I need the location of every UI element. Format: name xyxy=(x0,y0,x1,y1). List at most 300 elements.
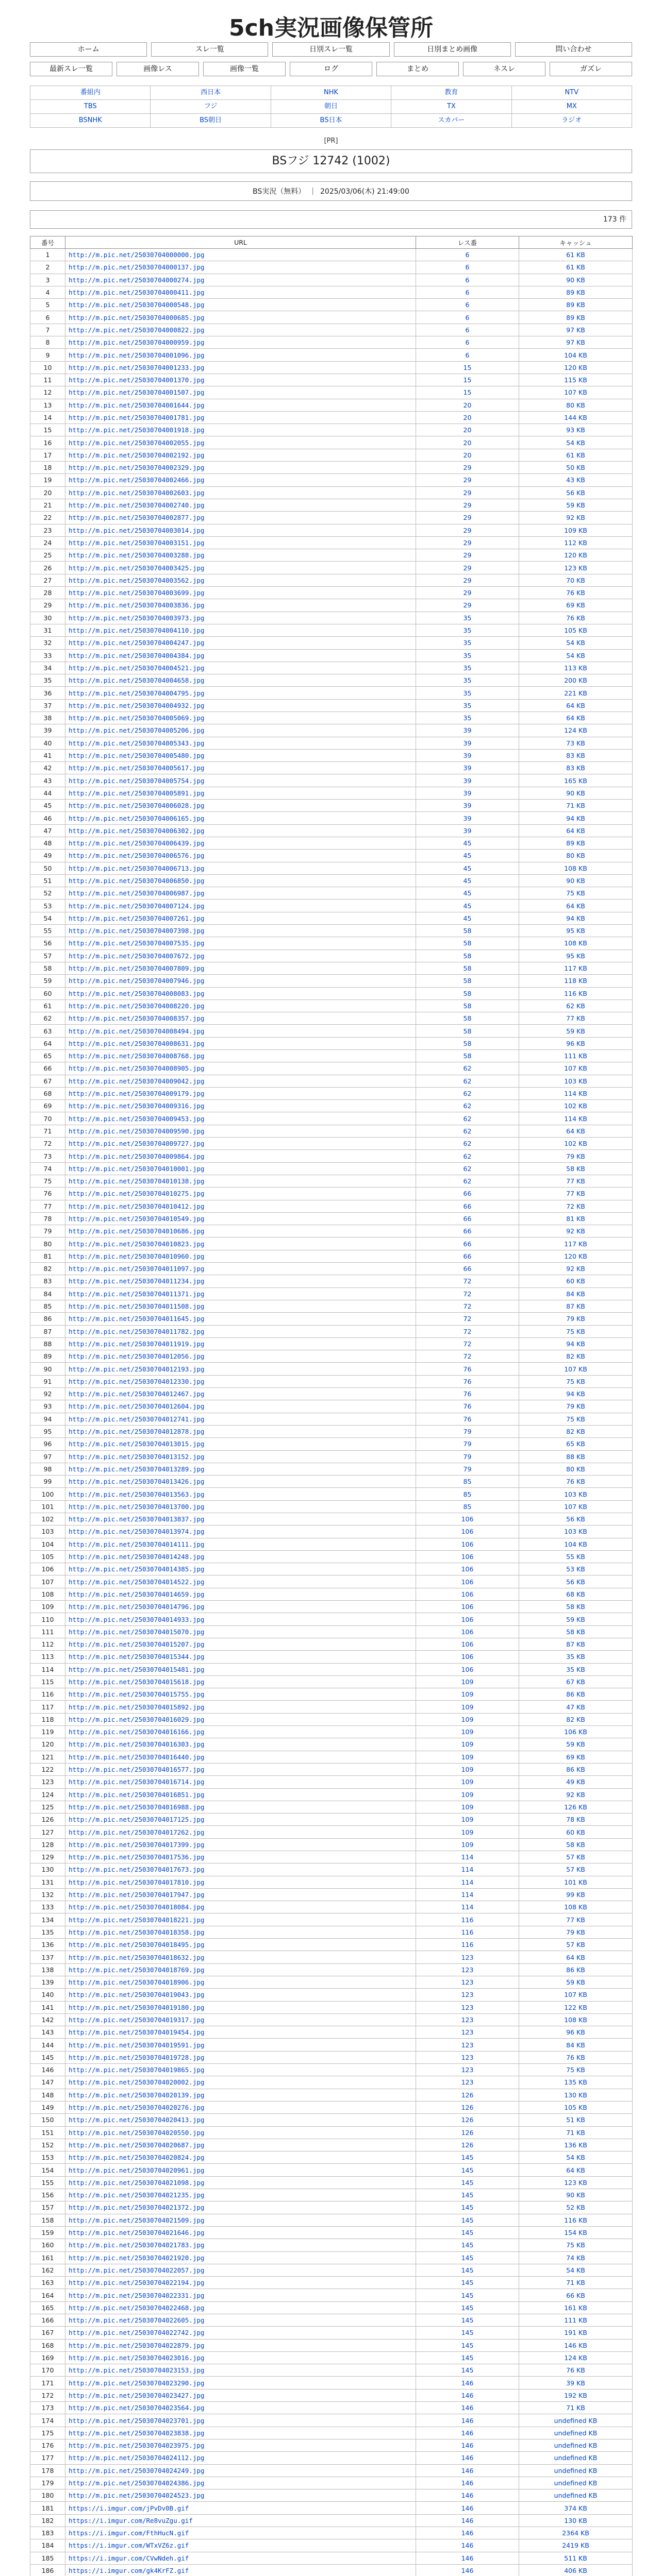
res-number[interactable]: 20 xyxy=(416,424,519,436)
image-link[interactable]: http://m.pic.net/25030704007946.jpg xyxy=(69,977,205,985)
cache-link[interactable]: 136 KB xyxy=(564,2141,587,2149)
res-number[interactable]: 123 xyxy=(416,2026,519,2039)
cache-link[interactable]: 47 KB xyxy=(566,1703,585,1711)
image-link[interactable]: https://i.imgur.com/WTxVZ6z.gif xyxy=(69,2541,189,2550)
res-number[interactable]: 146 xyxy=(416,2402,519,2414)
image-link[interactable]: http://m.pic.net/25030704016166.jpg xyxy=(69,1728,205,1736)
image-link[interactable]: http://m.pic.net/25030704009316.jpg xyxy=(69,1102,205,1110)
cache-link[interactable]: 80 KB xyxy=(566,401,585,409)
image-link[interactable]: http://m.pic.net/25030704000274.jpg xyxy=(69,276,205,284)
res-number[interactable]: 6 xyxy=(416,311,519,324)
image-link[interactable]: http://m.pic.net/25030704021646.jpg xyxy=(69,2229,205,2237)
res-number[interactable]: 145 xyxy=(416,2264,519,2276)
cache-link[interactable]: 374 KB xyxy=(564,2504,587,2512)
res-number[interactable]: 145 xyxy=(416,2251,519,2264)
image-link[interactable]: http://m.pic.net/25030704018358.jpg xyxy=(69,1928,205,1936)
cache-link[interactable]: 108 KB xyxy=(564,939,587,947)
cache-link[interactable]: 79 KB xyxy=(566,1402,585,1411)
res-number[interactable]: 109 xyxy=(416,1713,519,1725)
cache-link[interactable]: 130 KB xyxy=(564,2516,587,2524)
cache-link[interactable]: 56 KB xyxy=(566,488,585,497)
image-link[interactable]: http://m.pic.net/25030704011234.jpg xyxy=(69,1277,205,1285)
res-number[interactable]: 145 xyxy=(416,2164,519,2176)
image-link[interactable]: http://m.pic.net/25030704001644.jpg xyxy=(69,401,205,409)
image-link[interactable]: http://m.pic.net/25030704024249.jpg xyxy=(69,2466,205,2475)
res-number[interactable]: 109 xyxy=(416,1814,519,1826)
category-link[interactable]: 朝日 xyxy=(271,100,391,114)
cache-link[interactable]: 87 KB xyxy=(566,1640,585,1649)
category-link[interactable]: スカパー xyxy=(391,114,511,128)
res-number[interactable]: 62 xyxy=(416,1125,519,1137)
image-link[interactable]: http://m.pic.net/25030704007398.jpg xyxy=(69,927,205,935)
cache-link[interactable]: 61 KB xyxy=(566,251,585,259)
category-link[interactable]: フジ xyxy=(151,100,271,114)
category-link[interactable]: BSNHK xyxy=(30,114,151,128)
category-link[interactable]: BS日本 xyxy=(271,114,391,128)
sub-nav-link[interactable]: ログ xyxy=(290,62,372,76)
res-number[interactable]: 58 xyxy=(416,937,519,950)
image-link[interactable]: http://m.pic.net/25030704022194.jpg xyxy=(69,2279,205,2287)
image-link[interactable]: http://m.pic.net/25030704015618.jpg xyxy=(69,1677,205,1686)
res-number[interactable]: 106 xyxy=(416,1513,519,1525)
res-number[interactable]: 145 xyxy=(416,2214,519,2226)
image-link[interactable]: http://m.pic.net/25030704005891.jpg xyxy=(69,789,205,797)
cache-link[interactable]: 106 KB xyxy=(564,1728,587,1736)
image-link[interactable]: http://m.pic.net/25030704003151.jpg xyxy=(69,538,205,547)
res-number[interactable]: 6 xyxy=(416,286,519,298)
sub-nav-link[interactable]: ガズレ xyxy=(550,62,632,76)
cache-link[interactable]: 56 KB xyxy=(566,1515,585,1523)
res-number[interactable]: 79 xyxy=(416,1438,519,1450)
cache-link[interactable]: 88 KB xyxy=(566,1452,585,1461)
image-link[interactable]: http://m.pic.net/25030704016440.jpg xyxy=(69,1753,205,1761)
image-link[interactable]: http://m.pic.net/25030704023975.jpg xyxy=(69,2442,205,2450)
image-link[interactable]: http://m.pic.net/25030704001781.jpg xyxy=(69,414,205,421)
image-link[interactable]: http://m.pic.net/25030704011371.jpg xyxy=(69,1290,205,1298)
res-number[interactable]: 146 xyxy=(416,2377,519,2389)
res-number[interactable]: 6 xyxy=(416,349,519,361)
image-link[interactable]: http://m.pic.net/25030704021920.jpg xyxy=(69,2253,205,2262)
cache-link[interactable]: 94 KB xyxy=(566,814,585,822)
res-number[interactable]: 146 xyxy=(416,2452,519,2464)
cache-link[interactable]: 77 KB xyxy=(566,1916,585,1924)
res-number[interactable]: 29 xyxy=(416,562,519,574)
res-number[interactable]: 123 xyxy=(416,1963,519,1976)
image-link[interactable]: http://m.pic.net/25030704002055.jpg xyxy=(69,438,205,447)
res-number[interactable]: 15 xyxy=(416,386,519,399)
image-link[interactable]: http://m.pic.net/25030704023016.jpg xyxy=(69,2354,205,2362)
res-number[interactable]: 145 xyxy=(416,2327,519,2339)
image-link[interactable]: http://m.pic.net/25030704013700.jpg xyxy=(69,1502,205,1511)
image-link[interactable]: http://m.pic.net/25030704013563.jpg xyxy=(69,1490,205,1498)
res-number[interactable]: 123 xyxy=(416,2076,519,2089)
cache-link[interactable]: 102 KB xyxy=(564,1102,587,1110)
res-number[interactable]: 106 xyxy=(416,1613,519,1625)
res-number[interactable]: 62 xyxy=(416,1087,519,1099)
sub-nav-link[interactable]: 最新スレ一覧 xyxy=(30,62,112,76)
res-number[interactable]: 58 xyxy=(416,999,519,1012)
res-number[interactable]: 39 xyxy=(416,762,519,774)
image-link[interactable]: http://m.pic.net/25030704023427.jpg xyxy=(69,2391,205,2399)
cache-link[interactable]: 81 KB xyxy=(566,1215,585,1223)
res-number[interactable]: 145 xyxy=(416,2201,519,2214)
res-number[interactable]: 66 xyxy=(416,1263,519,1275)
image-link[interactable]: http://m.pic.net/25030704001918.jpg xyxy=(69,426,205,434)
res-number[interactable]: 145 xyxy=(416,2289,519,2301)
cache-link[interactable]: undefined KB xyxy=(554,2466,598,2475)
res-number[interactable]: 72 xyxy=(416,1275,519,1287)
cache-link[interactable]: 66 KB xyxy=(566,2291,585,2299)
cache-link[interactable]: 53 KB xyxy=(566,1565,585,1573)
cache-link[interactable]: 83 KB xyxy=(566,764,585,772)
res-number[interactable]: 20 xyxy=(416,411,519,423)
res-number[interactable]: 106 xyxy=(416,1575,519,1588)
res-number[interactable]: 58 xyxy=(416,1025,519,1037)
image-link[interactable]: http://m.pic.net/25030704009864.jpg xyxy=(69,1152,205,1160)
top-nav-link[interactable]: ホーム xyxy=(30,42,147,57)
cache-link[interactable]: 56 KB xyxy=(566,1578,585,1586)
image-link[interactable]: http://m.pic.net/25030704002877.jpg xyxy=(69,514,205,522)
res-number[interactable]: 146 xyxy=(416,2564,519,2576)
image-link[interactable]: http://m.pic.net/25030704023153.jpg xyxy=(69,2366,205,2375)
res-number[interactable]: 35 xyxy=(416,649,519,662)
cache-link[interactable]: 68 KB xyxy=(566,1590,585,1598)
res-number[interactable]: 106 xyxy=(416,1563,519,1575)
cache-link[interactable]: 65 KB xyxy=(566,1440,585,1448)
image-link[interactable]: http://m.pic.net/25030704016988.jpg xyxy=(69,1803,205,1811)
cache-link[interactable]: 89 KB xyxy=(566,301,585,309)
image-link[interactable]: http://m.pic.net/25030704021783.jpg xyxy=(69,2241,205,2249)
image-link[interactable]: http://m.pic.net/25030704020413.jpg xyxy=(69,2116,205,2124)
res-number[interactable]: 66 xyxy=(416,1250,519,1262)
cache-link[interactable]: 52 KB xyxy=(566,2204,585,2212)
image-link[interactable]: http://m.pic.net/25030704004110.jpg xyxy=(69,626,205,635)
image-link[interactable]: http://m.pic.net/25030704014659.jpg xyxy=(69,1590,205,1598)
image-link[interactable]: http://m.pic.net/25030704020824.jpg xyxy=(69,2154,205,2162)
image-link[interactable]: http://m.pic.net/25030704023701.jpg xyxy=(69,2416,205,2425)
res-number[interactable]: 58 xyxy=(416,962,519,974)
cache-link[interactable]: 59 KB xyxy=(566,1615,585,1623)
cache-link[interactable]: 96 KB xyxy=(566,1039,585,1047)
image-link[interactable]: http://m.pic.net/25030704015481.jpg xyxy=(69,1665,205,1673)
cache-link[interactable]: 104 KB xyxy=(564,1540,587,1548)
image-link[interactable]: http://m.pic.net/25030704008768.jpg xyxy=(69,1052,205,1060)
cache-link[interactable]: 191 KB xyxy=(564,2329,587,2337)
image-link[interactable]: http://m.pic.net/25030704020002.jpg xyxy=(69,2078,205,2087)
sub-nav-link[interactable]: 画像一覧 xyxy=(203,62,286,76)
image-link[interactable]: http://m.pic.net/25030704000822.jpg xyxy=(69,326,205,334)
res-number[interactable]: 6 xyxy=(416,274,519,286)
image-link[interactable]: http://m.pic.net/25030704009179.jpg xyxy=(69,1090,205,1098)
image-link[interactable]: http://m.pic.net/25030704011782.jpg xyxy=(69,1327,205,1335)
image-link[interactable]: http://m.pic.net/25030704006439.jpg xyxy=(69,839,205,848)
image-link[interactable]: http://m.pic.net/25030704004932.jpg xyxy=(69,701,205,709)
cache-link[interactable]: 90 KB xyxy=(566,789,585,797)
cache-link[interactable]: 123 KB xyxy=(564,2178,587,2187)
top-nav-link[interactable]: 日別スレ一覧 xyxy=(272,42,389,57)
image-link[interactable]: http://m.pic.net/25030704016851.jpg xyxy=(69,1790,205,1799)
image-link[interactable]: http://m.pic.net/25030704010138.jpg xyxy=(69,1177,205,1185)
image-link[interactable]: http://m.pic.net/25030704009453.jpg xyxy=(69,1114,205,1123)
cache-link[interactable]: 79 KB xyxy=(566,1928,585,1936)
top-nav-link[interactable]: 日別まとめ画像 xyxy=(394,42,511,57)
res-number[interactable]: 6 xyxy=(416,261,519,274)
res-number[interactable]: 45 xyxy=(416,912,519,924)
image-link[interactable]: http://m.pic.net/25030704024112.jpg xyxy=(69,2454,205,2462)
cache-link[interactable]: 71 KB xyxy=(566,2279,585,2287)
res-number[interactable]: 35 xyxy=(416,674,519,687)
res-number[interactable]: 106 xyxy=(416,1663,519,1675)
cache-link[interactable]: 64 KB xyxy=(566,902,585,910)
cache-link[interactable]: undefined KB xyxy=(554,2492,598,2500)
image-link[interactable]: http://m.pic.net/25030704004247.jpg xyxy=(69,639,205,647)
image-link[interactable]: http://m.pic.net/25030704008083.jpg xyxy=(69,989,205,997)
image-link[interactable]: http://m.pic.net/25030704004658.jpg xyxy=(69,676,205,685)
image-link[interactable]: http://m.pic.net/25030704001507.jpg xyxy=(69,388,205,397)
res-number[interactable]: 106 xyxy=(416,1651,519,1663)
top-nav-link[interactable]: 問い合わせ xyxy=(515,42,632,57)
res-number[interactable]: 29 xyxy=(416,549,519,562)
cache-link[interactable]: 72 KB xyxy=(566,1202,585,1210)
image-link[interactable]: http://m.pic.net/25030704021235.jpg xyxy=(69,2191,205,2199)
res-number[interactable]: 76 xyxy=(416,1388,519,1400)
cache-link[interactable]: 71 KB xyxy=(566,2128,585,2137)
sub-nav-link[interactable]: 画像レス xyxy=(117,62,199,76)
cache-link[interactable]: 406 KB xyxy=(564,2567,587,2575)
image-link[interactable]: http://m.pic.net/25030704000548.jpg xyxy=(69,301,205,309)
cache-link[interactable]: 90 KB xyxy=(566,276,585,284)
image-link[interactable]: http://m.pic.net/25030704021509.jpg xyxy=(69,2216,205,2224)
res-number[interactable]: 126 xyxy=(416,2089,519,2101)
image-link[interactable]: http://m.pic.net/25030704020139.jpg xyxy=(69,2091,205,2099)
cache-link[interactable]: 107 KB xyxy=(564,1991,587,1999)
res-number[interactable]: 145 xyxy=(416,2189,519,2201)
cache-link[interactable]: 51 KB xyxy=(566,2116,585,2124)
res-number[interactable]: 45 xyxy=(416,887,519,900)
image-link[interactable]: http://m.pic.net/25030704014522.jpg xyxy=(69,1578,205,1586)
category-link[interactable]: MX xyxy=(512,100,632,114)
res-number[interactable]: 146 xyxy=(416,2389,519,2401)
image-link[interactable]: http://m.pic.net/25030704018632.jpg xyxy=(69,1953,205,1961)
image-link[interactable]: http://m.pic.net/25030704006713.jpg xyxy=(69,864,205,872)
res-number[interactable]: 39 xyxy=(416,749,519,761)
cache-link[interactable]: 94 KB xyxy=(566,1390,585,1398)
cache-link[interactable]: 77 KB xyxy=(566,1177,585,1185)
res-number[interactable]: 6 xyxy=(416,299,519,311)
cache-link[interactable]: 92 KB xyxy=(566,1265,585,1273)
cache-link[interactable]: 71 KB xyxy=(566,2404,585,2412)
res-number[interactable]: 116 xyxy=(416,1913,519,1926)
image-link[interactable]: http://m.pic.net/25030704010412.jpg xyxy=(69,1202,205,1210)
image-link[interactable]: http://m.pic.net/25030704016577.jpg xyxy=(69,1766,205,1774)
cache-link[interactable]: 64 KB xyxy=(566,701,585,709)
image-link[interactable]: http://m.pic.net/25030704005754.jpg xyxy=(69,776,205,785)
res-number[interactable]: 123 xyxy=(416,2064,519,2076)
site-title[interactable]: 5ch実況画像保管所 xyxy=(228,15,434,41)
category-link[interactable]: TX xyxy=(391,100,511,114)
cache-link[interactable]: 111 KB xyxy=(564,2316,587,2325)
cache-link[interactable]: 54 KB xyxy=(566,639,585,647)
cache-link[interactable]: 60 KB xyxy=(566,1828,585,1836)
image-link[interactable]: http://m.pic.net/25030704001233.jpg xyxy=(69,363,205,371)
res-number[interactable]: 109 xyxy=(416,1763,519,1775)
res-number[interactable]: 58 xyxy=(416,1012,519,1025)
cache-link[interactable]: 54 KB xyxy=(566,651,585,659)
image-link[interactable]: http://m.pic.net/25030704000000.jpg xyxy=(69,251,205,259)
cache-link[interactable]: 39 KB xyxy=(566,2379,585,2387)
res-number[interactable]: 146 xyxy=(416,2539,519,2552)
cache-link[interactable]: 2419 KB xyxy=(562,2541,589,2550)
image-link[interactable]: http://m.pic.net/25030704014796.jpg xyxy=(69,1603,205,1611)
image-link[interactable]: https://i.imgur.com/CVwNdeh.gif xyxy=(69,2554,189,2562)
res-number[interactable]: 45 xyxy=(416,900,519,912)
image-link[interactable]: http://m.pic.net/25030704010001.jpg xyxy=(69,1164,205,1173)
image-link[interactable]: http://m.pic.net/25030704002466.jpg xyxy=(69,476,205,484)
image-link[interactable]: http://m.pic.net/25030704013289.jpg xyxy=(69,1465,205,1473)
cache-link[interactable]: 77 KB xyxy=(566,1190,585,1198)
cache-link[interactable]: 49 KB xyxy=(566,1778,585,1786)
image-link[interactable]: http://m.pic.net/25030704016029.jpg xyxy=(69,1715,205,1723)
cache-link[interactable]: 108 KB xyxy=(564,2016,587,2024)
res-number[interactable]: 146 xyxy=(416,2427,519,2439)
res-number[interactable]: 126 xyxy=(416,2114,519,2126)
cache-link[interactable]: 57 KB xyxy=(566,1941,585,1949)
image-link[interactable]: http://m.pic.net/25030704023838.jpg xyxy=(69,2429,205,2437)
res-number[interactable]: 146 xyxy=(416,2477,519,2489)
image-link[interactable]: http://m.pic.net/25030704003288.jpg xyxy=(69,551,205,560)
res-number[interactable]: 145 xyxy=(416,2277,519,2289)
cache-link[interactable]: 69 KB xyxy=(566,1753,585,1761)
cache-link[interactable]: 84 KB xyxy=(566,2041,585,2049)
image-link[interactable]: http://m.pic.net/25030704006850.jpg xyxy=(69,876,205,885)
image-link[interactable]: http://m.pic.net/25030704012193.jpg xyxy=(69,1365,205,1373)
cache-link[interactable]: 58 KB xyxy=(566,1840,585,1849)
image-link[interactable]: http://m.pic.net/25030704013974.jpg xyxy=(69,1528,205,1536)
cache-link[interactable]: 154 KB xyxy=(564,2229,587,2237)
cache-link[interactable]: 75 KB xyxy=(566,1377,585,1385)
image-link[interactable]: http://m.pic.net/25030704002192.jpg xyxy=(69,451,205,459)
cache-link[interactable]: 114 KB xyxy=(564,1114,587,1123)
res-number[interactable]: 20 xyxy=(416,449,519,461)
res-number[interactable]: 15 xyxy=(416,374,519,386)
image-link[interactable]: http://m.pic.net/25030704005480.jpg xyxy=(69,752,205,760)
cache-link[interactable]: 64 KB xyxy=(566,826,585,835)
image-link[interactable]: http://m.pic.net/25030704007809.jpg xyxy=(69,964,205,973)
cache-link[interactable]: 104 KB xyxy=(564,351,587,359)
res-number[interactable]: 62 xyxy=(416,1075,519,1087)
res-number[interactable]: 35 xyxy=(416,687,519,699)
res-number[interactable]: 76 xyxy=(416,1375,519,1387)
res-number[interactable]: 85 xyxy=(416,1476,519,1488)
cache-link[interactable]: 105 KB xyxy=(564,2104,587,2112)
cache-link[interactable]: 70 KB xyxy=(566,576,585,584)
res-number[interactable]: 76 xyxy=(416,1400,519,1413)
res-number[interactable]: 66 xyxy=(416,1212,519,1225)
res-number[interactable]: 76 xyxy=(416,1363,519,1375)
res-number[interactable]: 123 xyxy=(416,2013,519,2026)
cache-link[interactable]: 76 KB xyxy=(566,614,585,622)
image-link[interactable]: http://m.pic.net/25030704003699.jpg xyxy=(69,589,205,597)
res-number[interactable]: 45 xyxy=(416,850,519,862)
res-number[interactable]: 58 xyxy=(416,925,519,937)
image-link[interactable]: http://m.pic.net/25030704020687.jpg xyxy=(69,2141,205,2149)
res-number[interactable]: 109 xyxy=(416,1801,519,1813)
res-number[interactable]: 72 xyxy=(416,1350,519,1363)
image-link[interactable]: http://m.pic.net/25030704007672.jpg xyxy=(69,952,205,960)
cache-link[interactable]: 75 KB xyxy=(566,1327,585,1335)
cache-link[interactable]: 73 KB xyxy=(566,739,585,747)
cache-link[interactable]: 84 KB xyxy=(566,1290,585,1298)
cache-link[interactable]: 124 KB xyxy=(564,726,587,735)
cache-link[interactable]: 112 KB xyxy=(564,538,587,547)
res-number[interactable]: 29 xyxy=(416,524,519,536)
res-number[interactable]: 114 xyxy=(416,1863,519,1876)
cache-link[interactable]: 118 KB xyxy=(564,977,587,985)
cache-link[interactable]: 89 KB xyxy=(566,289,585,297)
image-link[interactable]: http://m.pic.net/25030704005069.jpg xyxy=(69,714,205,722)
cache-link[interactable]: 102 KB xyxy=(564,1140,587,1148)
res-number[interactable]: 29 xyxy=(416,486,519,499)
cache-link[interactable]: 130 KB xyxy=(564,2091,587,2099)
image-link[interactable]: http://m.pic.net/25030704019454.jpg xyxy=(69,2028,205,2037)
image-link[interactable]: http://m.pic.net/25030704007261.jpg xyxy=(69,914,205,922)
cache-link[interactable]: 43 KB xyxy=(566,476,585,484)
image-link[interactable]: http://m.pic.net/25030704015892.jpg xyxy=(69,1703,205,1711)
res-number[interactable]: 146 xyxy=(416,2527,519,2539)
image-link[interactable]: http://m.pic.net/25030704017262.jpg xyxy=(69,1828,205,1836)
cache-link[interactable]: 95 KB xyxy=(566,952,585,960)
cache-link[interactable]: 64 KB xyxy=(566,2166,585,2174)
image-link[interactable]: http://m.pic.net/25030704024523.jpg xyxy=(69,2492,205,2500)
image-link[interactable]: http://m.pic.net/25030704018084.jpg xyxy=(69,1903,205,1911)
cache-link[interactable]: 101 KB xyxy=(564,1878,587,1886)
res-number[interactable]: 146 xyxy=(416,2502,519,2514)
res-number[interactable]: 29 xyxy=(416,512,519,524)
image-link[interactable]: http://m.pic.net/25030704012741.jpg xyxy=(69,1415,205,1423)
cache-link[interactable]: 83 KB xyxy=(566,752,585,760)
cache-link[interactable]: 107 KB xyxy=(564,388,587,397)
res-number[interactable]: 146 xyxy=(416,2414,519,2427)
image-link[interactable]: https://i.imgur.com/jPvDv0B.gif xyxy=(69,2504,189,2512)
image-link[interactable]: http://m.pic.net/25030704009727.jpg xyxy=(69,1140,205,1148)
res-number[interactable]: 123 xyxy=(416,1976,519,1988)
image-link[interactable]: http://m.pic.net/25030704002740.jpg xyxy=(69,501,205,510)
cache-link[interactable]: 89 KB xyxy=(566,839,585,848)
cache-link[interactable]: 108 KB xyxy=(564,864,587,872)
res-number[interactable]: 145 xyxy=(416,2226,519,2239)
image-link[interactable]: http://m.pic.net/25030704006576.jpg xyxy=(69,852,205,860)
cache-link[interactable]: 103 KB xyxy=(564,1490,587,1498)
res-number[interactable]: 146 xyxy=(416,2552,519,2564)
image-link[interactable]: http://m.pic.net/25030704015070.jpg xyxy=(69,1628,205,1636)
category-link[interactable]: 番組内 xyxy=(30,86,151,100)
cache-link[interactable]: 107 KB xyxy=(564,1064,587,1073)
image-link[interactable]: http://m.pic.net/25030704024386.jpg xyxy=(69,2479,205,2487)
image-link[interactable]: http://m.pic.net/25030704017673.jpg xyxy=(69,1866,205,1874)
res-number[interactable]: 72 xyxy=(416,1313,519,1325)
res-number[interactable]: 116 xyxy=(416,1926,519,1938)
image-link[interactable]: http://m.pic.net/25030704001370.jpg xyxy=(69,376,205,384)
cache-link[interactable]: 82 KB xyxy=(566,1715,585,1723)
image-link[interactable]: http://m.pic.net/25030704003973.jpg xyxy=(69,614,205,622)
res-number[interactable]: 106 xyxy=(416,1588,519,1600)
cache-link[interactable]: 99 KB xyxy=(566,1891,585,1899)
res-number[interactable]: 72 xyxy=(416,1325,519,1337)
res-number[interactable]: 29 xyxy=(416,474,519,486)
res-number[interactable]: 20 xyxy=(416,399,519,411)
res-number[interactable]: 123 xyxy=(416,2001,519,2013)
image-link[interactable]: http://m.pic.net/25030704015207.jpg xyxy=(69,1640,205,1649)
